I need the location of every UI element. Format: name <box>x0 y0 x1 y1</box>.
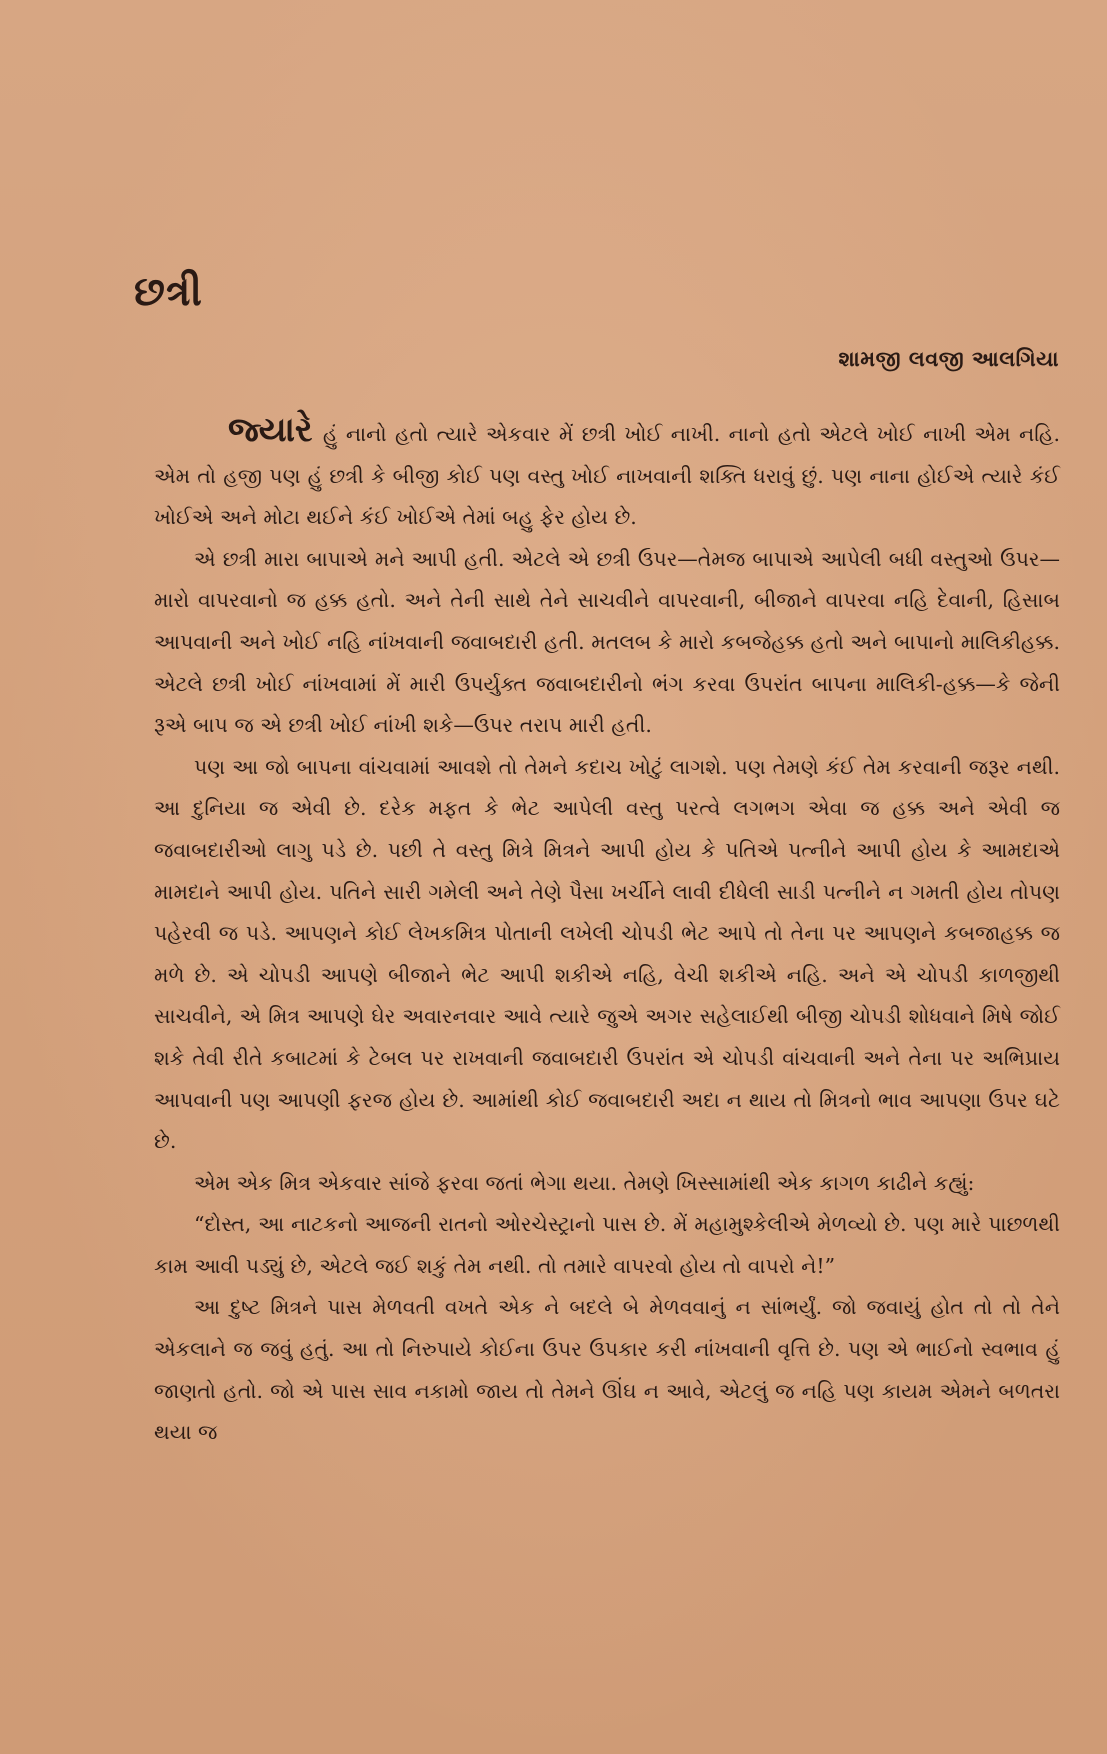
story-body <box>154 410 1060 1454</box>
paragraph-3: પણ આ જો બાપના વાંચવામાં આવશે તો તેમને કદાચ ખોટું લાગશે. પણ તેમણે કંઈ તેમ કરવાની જરૂર નથી. આ દુનિયા જ એવી છે. દરેક મફત કે ભેટ આપેલી વસ્તુ પરત્વે લગભગ એવા જ હક્ક અને એવી જ જવાબદારીઓ લાગુ પડે છે. પછી તે વસ્તુ મિત્રે મિત્રને આપી હોય કે પતિએ પત્નીને આપી હોય કે આમદાએ મામદાને આપી હોય. પતિને સારી ગમેલી અને તેણે પૈસા ખર્ચીને લાવી દીધેલી સાડી પત્નીને ન ગમતી હોય તોપણ પહેરવી જ પડે. આપણને કોઈ લેખકમિત્ર પોતાની લખેલી ચોપડી ભેટ આપે તો તેના પર આપણને કબજાહક્ક જ મળે છે. એ ચોપડી આપણે બીજાને ભેટ આપી શકીએ નહિ, વેચી શકીએ નહિ. અને એ ચોપડી કાળજીથી સાચવીને, એ મિત્ર આપણે ઘેર અવારનવાર આવે ત્યારે જુએ અગર સહેલાઈથી બીજી ચોપડી શોધવાને મિષે જોઈ શકે તેવી રીતે કબાટમાં કે ટેબલ પર રાખવાની જવાબદારી ઉપરાંત એ ચોપડી વાંચવાની અને તેના પર અભિપ્રાય આપવાની પણ આપણી ફરજ હોય છે. આમાંથી કોઈ જવાબદારી અદા ન થાય તો મિત્રનો ભાવ આપણા ઉપર ઘટે છે. <box>154 754 1060 1154</box>
drop-cap-word: જ્યારે <box>228 410 313 450</box>
paragraph-6: આ દુષ્ટ મિત્રને પાસ મેળવતી વખતે એક ને બદલે બે મેળવવાનું ન સાંભર્યું. જો જવાયું હોત તો તો તેને એકલાને જ જવું હતું. આ તો નિરુપાયે કોઈના ઉપર ઉપકાર કરી નાંખવાની વૃત્તિ છે. પણ એ ભાઈનો સ્વભાવ હું જાણતો હતો. જો એ પાસ સાવ નકામો જાય તો તેમને ઊંઘ ન આવે, એટલું જ નહિ પણ કાયમ એમને બળતરા થયા જ <box>154 1295 1060 1445</box>
quoted-speech: “દોસ્ત, આ નાટકનો આજની રાતનો ઓરચેસ્ટ્રાનો પાસ છે. મેં મહામુશ્કેલીએ મેળવ્યો છે. પણ મારે પાછળથી કામ આવી પડ્યું છે, એટલે જઈ શકું તેમ નથી. તો તમારે વાપરવો હોય તો વાપરો ને!” <box>154 1212 1060 1278</box>
paragraph-1-text: હું નાનો હતો ત્યારે એકવાર મેં છત્રી ખોઈ નાખી. નાનો હતો એટલે ખોઈ નાખી એમ નહિ. એમ તો હજી પણ હું છત્રી કે બીજી કોઈ પણ વસ્તુ ખોઈ નાખવાની શક્તિ ધરાવું છું. પણ નાના હોઈએ ત્યારે કંઈ ખોઈએ અને મોટા થઈને કંઈ ખોઈએ તેમાં બહુ ફેર હોય છે. <box>154 422 1060 530</box>
paragraph-1 <box>154 410 1060 539</box>
paragraph-2: એ છત્રી મારા બાપાએ મને આપી હતી. એટલે એ છત્રી ઉપર—તેમજ બાપાએ આપેલી બધી વસ્તુઓ ઉપર—મારો વાપરવાનો જ હક્ક હતો. અને તેની સાથે તેને સાચવીને વાપરવાની, બીજાને વાપરવા નહિ દેવાની, હિસાબ આપવાની અને ખોઈ નહિ નાંખવાની જવાબદારી હતી. મતલબ કે મારો કબજેહક્ક હતો અને બાપાનો માલિકીહક્ક. એટલે છત્રી ખોઈ નાંખવામાં મેં મારી ઉપર્યુક્ત જવાબદારીનો ભંગ કરવા ઉપરાંત બાપના માલિકી-હક્ક—કે જેની રૂએ બાપ જ એ છત્રી ખોઈ નાંખી શકે—ઉપર તરાપ મારી હતી. <box>154 546 1060 738</box>
paragraph-4: એમ એક મિત્ર એકવાર સાંજે ફરવા જતાં ભેગા થયા. તેમણે ખિસ્સામાંથી એક કાગળ કાઢીને કહ્યું: <box>194 1170 975 1195</box>
story-title: છત્રી <box>134 268 203 315</box>
author-name: શામજી લવજી આલગિયા <box>838 346 1059 371</box>
